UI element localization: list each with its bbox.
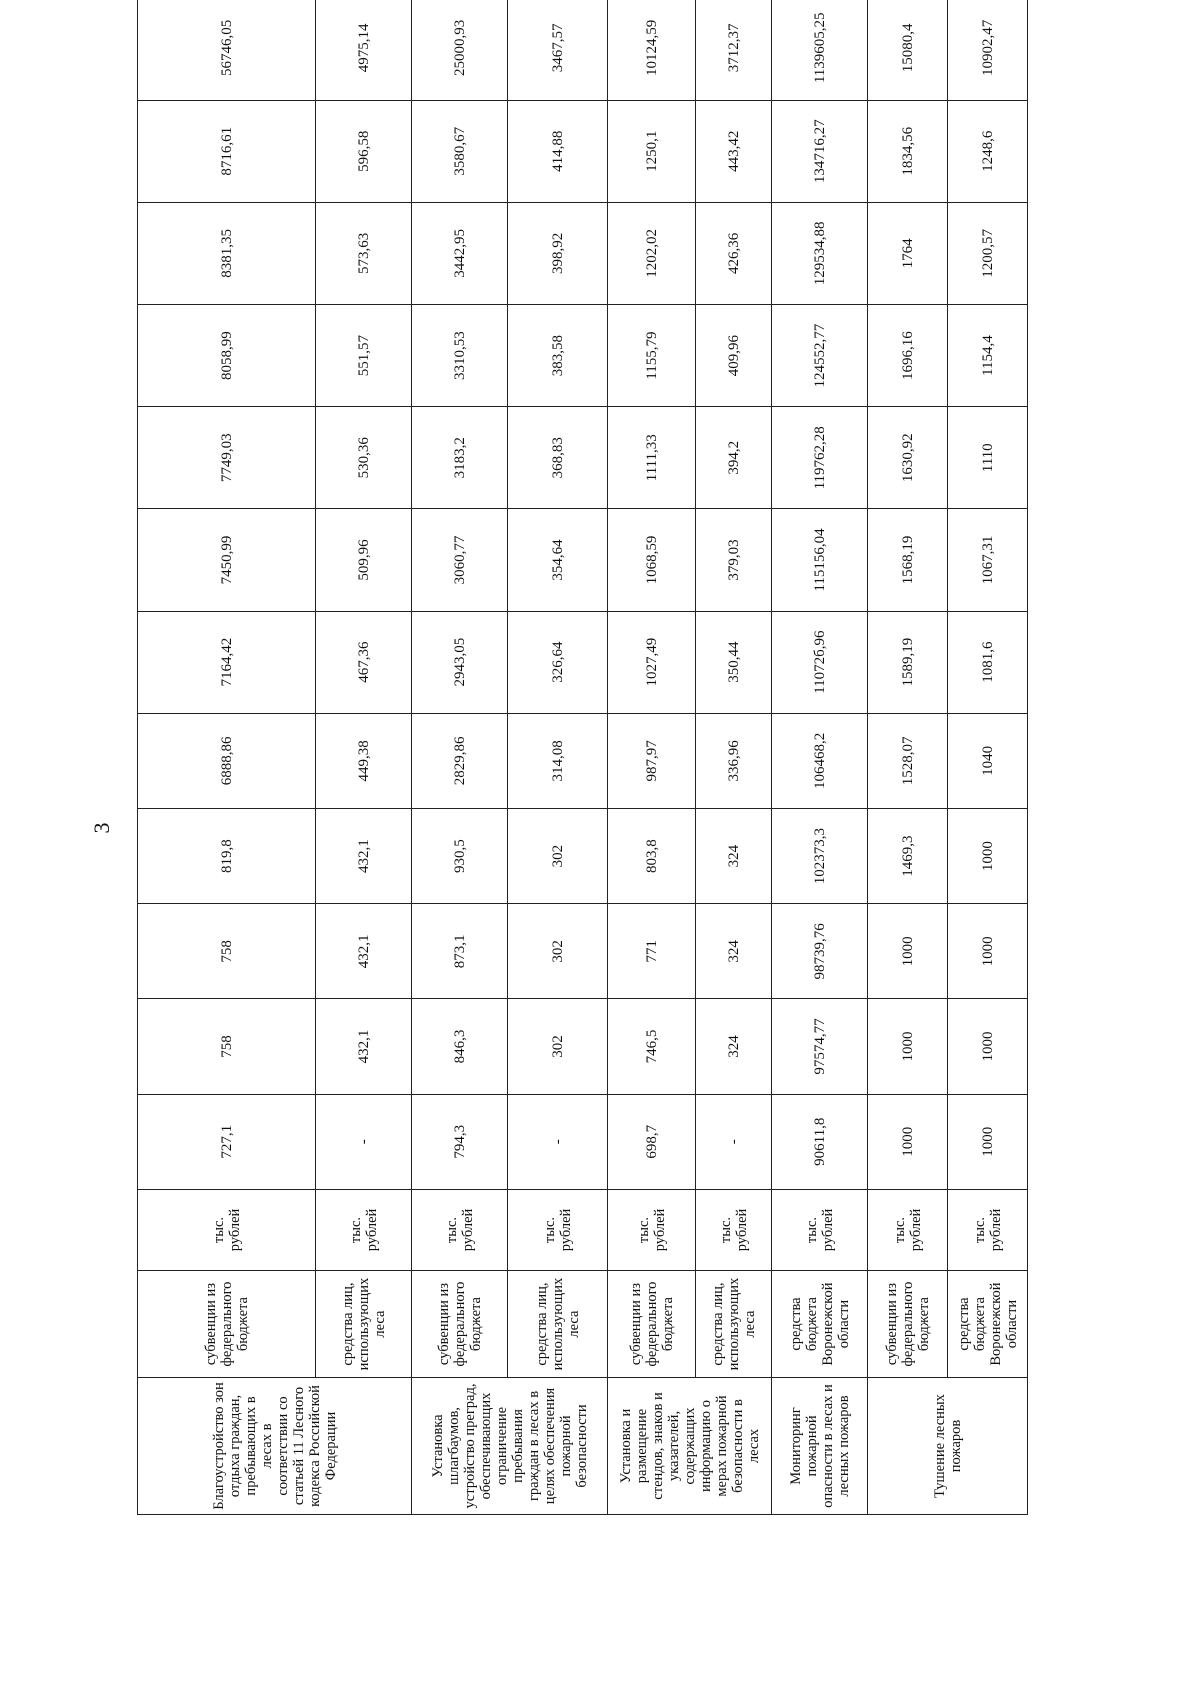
value-cell: 1202,02 <box>608 202 696 304</box>
page-number: 3 <box>89 822 114 834</box>
rotated-page <box>137 0 1057 1515</box>
value-cell: 432,1 <box>316 999 412 1094</box>
value-cell: 509,96 <box>316 509 412 611</box>
value-cell: 1250,1 <box>608 100 696 202</box>
value-cell: 1248,6 <box>948 100 1028 202</box>
value-cell: 1067,31 <box>948 509 1028 611</box>
value-cell: - <box>696 1094 772 1189</box>
value-cell: 326,64 <box>508 611 608 713</box>
table-row <box>316 0 412 1515</box>
value-cell: 15080,4 <box>868 0 948 100</box>
value-cell: 551,57 <box>316 305 412 407</box>
value-cell: 3060,77 <box>412 509 508 611</box>
value-cell: 873,1 <box>412 904 508 999</box>
value-cell: 530,36 <box>316 407 412 509</box>
value-cell: 3712,37 <box>696 0 772 100</box>
value-cell: 1139605,25 <box>772 0 868 100</box>
value-cell: 1000 <box>868 1094 948 1189</box>
funding-source-cell: средства лиц, использующих леса <box>696 1271 772 1378</box>
funding-source-cell: субвенции из федерального бюджета <box>868 1271 948 1378</box>
value-cell: 6888,86 <box>138 713 316 808</box>
table-row <box>948 0 1028 1515</box>
value-cell: 302 <box>508 999 608 1094</box>
value-cell: 1111,33 <box>608 407 696 509</box>
value-cell: 1000 <box>868 904 948 999</box>
value-cell: 414,88 <box>508 100 608 202</box>
value-cell: 368,83 <box>508 407 608 509</box>
value-cell: - <box>316 1094 412 1189</box>
value-cell: 102373,3 <box>772 808 868 903</box>
value-cell: 1000 <box>948 1094 1028 1189</box>
table-row <box>138 0 316 1515</box>
value-cell: 90611,8 <box>772 1094 868 1189</box>
value-cell: 10902,47 <box>948 0 1028 100</box>
value-cell: 394,2 <box>696 407 772 509</box>
value-cell: 432,1 <box>316 904 412 999</box>
value-cell: 324 <box>696 808 772 903</box>
value-cell: 1589,19 <box>868 611 948 713</box>
funding-source-cell: субвенции из федерального бюджета <box>412 1271 508 1378</box>
value-cell: 771 <box>608 904 696 999</box>
value-cell: 443,42 <box>696 100 772 202</box>
unit-cell: тыс. рублей <box>948 1189 1028 1270</box>
value-cell: 1528,07 <box>868 713 948 808</box>
value-cell: 432,1 <box>316 808 412 903</box>
value-cell: 56746,05 <box>138 0 316 100</box>
table-row <box>772 0 868 1515</box>
value-cell: 1040 <box>948 713 1028 808</box>
value-cell: 124552,77 <box>772 305 868 407</box>
value-cell: 8716,61 <box>138 100 316 202</box>
value-cell: 1469,3 <box>868 808 948 903</box>
value-cell: 1000 <box>948 999 1028 1094</box>
table-row <box>608 0 696 1515</box>
table-row <box>508 0 608 1515</box>
value-cell: 1154,4 <box>948 305 1028 407</box>
unit-cell: тыс. рублей <box>138 1189 316 1270</box>
value-cell: 314,08 <box>508 713 608 808</box>
unit-cell: тыс. рублей <box>772 1189 868 1270</box>
value-cell: 1834,56 <box>868 100 948 202</box>
value-cell: 3467,57 <box>508 0 608 100</box>
value-cell: 1027,49 <box>608 611 696 713</box>
value-cell: 1155,79 <box>608 305 696 407</box>
value-cell: 1068,59 <box>608 509 696 611</box>
value-cell: 1110 <box>948 407 1028 509</box>
value-cell: 336,96 <box>696 713 772 808</box>
value-cell: 930,5 <box>412 808 508 903</box>
value-cell: 3183,2 <box>412 407 508 509</box>
value-cell: 106468,2 <box>772 713 868 808</box>
value-cell: 2829,86 <box>412 713 508 808</box>
value-cell: 379,03 <box>696 509 772 611</box>
value-cell: 1696,16 <box>868 305 948 407</box>
activity-cell: Установка и размещение стендов, знаков и указателей, содержащих информацию о мерах пожарной безопасности в лесах <box>608 1377 772 1514</box>
value-cell: 449,38 <box>316 713 412 808</box>
funding-source-cell: средства бюджета Воронежской области <box>948 1271 1028 1378</box>
budget-table <box>137 0 1028 1515</box>
value-cell: 324 <box>696 999 772 1094</box>
value-cell: 1764 <box>868 202 948 304</box>
value-cell: 302 <box>508 904 608 999</box>
unit-cell: тыс. рублей <box>316 1189 412 1270</box>
value-cell: 25000,93 <box>412 0 508 100</box>
value-cell: 746,5 <box>608 999 696 1094</box>
value-cell: 1000 <box>948 808 1028 903</box>
value-cell: 354,64 <box>508 509 608 611</box>
value-cell: 819,8 <box>138 808 316 903</box>
value-cell: 97574,77 <box>772 999 868 1094</box>
table-row <box>412 0 508 1515</box>
unit-cell: тыс. рублей <box>608 1189 696 1270</box>
funding-source-cell: субвенции из федерального бюджета <box>608 1271 696 1378</box>
value-cell: 11072б,96 <box>772 611 868 713</box>
value-cell: 119762,28 <box>772 407 868 509</box>
value-cell: 698,7 <box>608 1094 696 1189</box>
value-cell: 129534,88 <box>772 202 868 304</box>
value-cell: 7164,42 <box>138 611 316 713</box>
value-cell: 350,44 <box>696 611 772 713</box>
activity-cell: Мониторинг пожарной опасности в лесах и лесных пожаров <box>772 1377 868 1514</box>
funding-source-cell: средства бюджета Воронежской области <box>772 1271 868 1378</box>
table-row <box>868 0 948 1515</box>
value-cell: 8381,35 <box>138 202 316 304</box>
value-cell: 1568,19 <box>868 509 948 611</box>
value-cell: 3310,53 <box>412 305 508 407</box>
value-cell: 573,63 <box>316 202 412 304</box>
activity-cell: Установка шлагбаумов, устройство преград, обеспечивающих ограничение пребывания граждан в лесах в целях обеспечения пожарной безопасности <box>412 1377 608 1514</box>
value-cell: 1200,57 <box>948 202 1028 304</box>
value-cell: 467,36 <box>316 611 412 713</box>
value-cell: 1000 <box>868 999 948 1094</box>
value-cell: 727,1 <box>138 1094 316 1189</box>
value-cell: 758 <box>138 904 316 999</box>
funding-source-cell: средства лиц, использующих леса <box>508 1271 608 1378</box>
value-cell: 115156,04 <box>772 509 868 611</box>
value-cell: 1081,6 <box>948 611 1028 713</box>
value-cell: 846,3 <box>412 999 508 1094</box>
value-cell: 8058,99 <box>138 305 316 407</box>
value-cell: 324 <box>696 904 772 999</box>
funding-source-cell: субвенции из федерального бюджета <box>138 1271 316 1378</box>
unit-cell: тыс. рублей <box>508 1189 608 1270</box>
unit-cell: тыс. рублей <box>696 1189 772 1270</box>
value-cell: 398,92 <box>508 202 608 304</box>
value-cell: 1630,92 <box>868 407 948 509</box>
value-cell: 3442,95 <box>412 202 508 304</box>
unit-cell: тыс. рублей <box>868 1189 948 1270</box>
value-cell: 7450,99 <box>138 509 316 611</box>
value-cell: 409,96 <box>696 305 772 407</box>
table-row <box>696 0 772 1515</box>
value-cell: 10124,59 <box>608 0 696 100</box>
value-cell: 758 <box>138 999 316 1094</box>
funding-source-cell: средства лиц, использующих леса <box>316 1271 412 1378</box>
value-cell: 98739,76 <box>772 904 868 999</box>
value-cell: 134716,27 <box>772 100 868 202</box>
value-cell: 596,58 <box>316 100 412 202</box>
value-cell: 7749,03 <box>138 407 316 509</box>
value-cell: - <box>508 1094 608 1189</box>
activity-cell: Благоустройство зон отдыха граждан, пребывающих в лесах в соответствии со статьей 11 Лесного кодекса Российской Федерации <box>138 1377 412 1514</box>
value-cell: 2943,05 <box>412 611 508 713</box>
value-cell: 803,8 <box>608 808 696 903</box>
table-body <box>138 0 1028 1515</box>
value-cell: 987,97 <box>608 713 696 808</box>
value-cell: 426,36 <box>696 202 772 304</box>
value-cell: 3580,67 <box>412 100 508 202</box>
value-cell: 4975,14 <box>316 0 412 100</box>
value-cell: 1000 <box>948 904 1028 999</box>
unit-cell: тыс. рублей <box>412 1189 508 1270</box>
value-cell: 383,58 <box>508 305 608 407</box>
activity-cell: Тушение лесных пожаров <box>868 1377 1028 1514</box>
value-cell: 794,3 <box>412 1094 508 1189</box>
value-cell: 302 <box>508 808 608 903</box>
